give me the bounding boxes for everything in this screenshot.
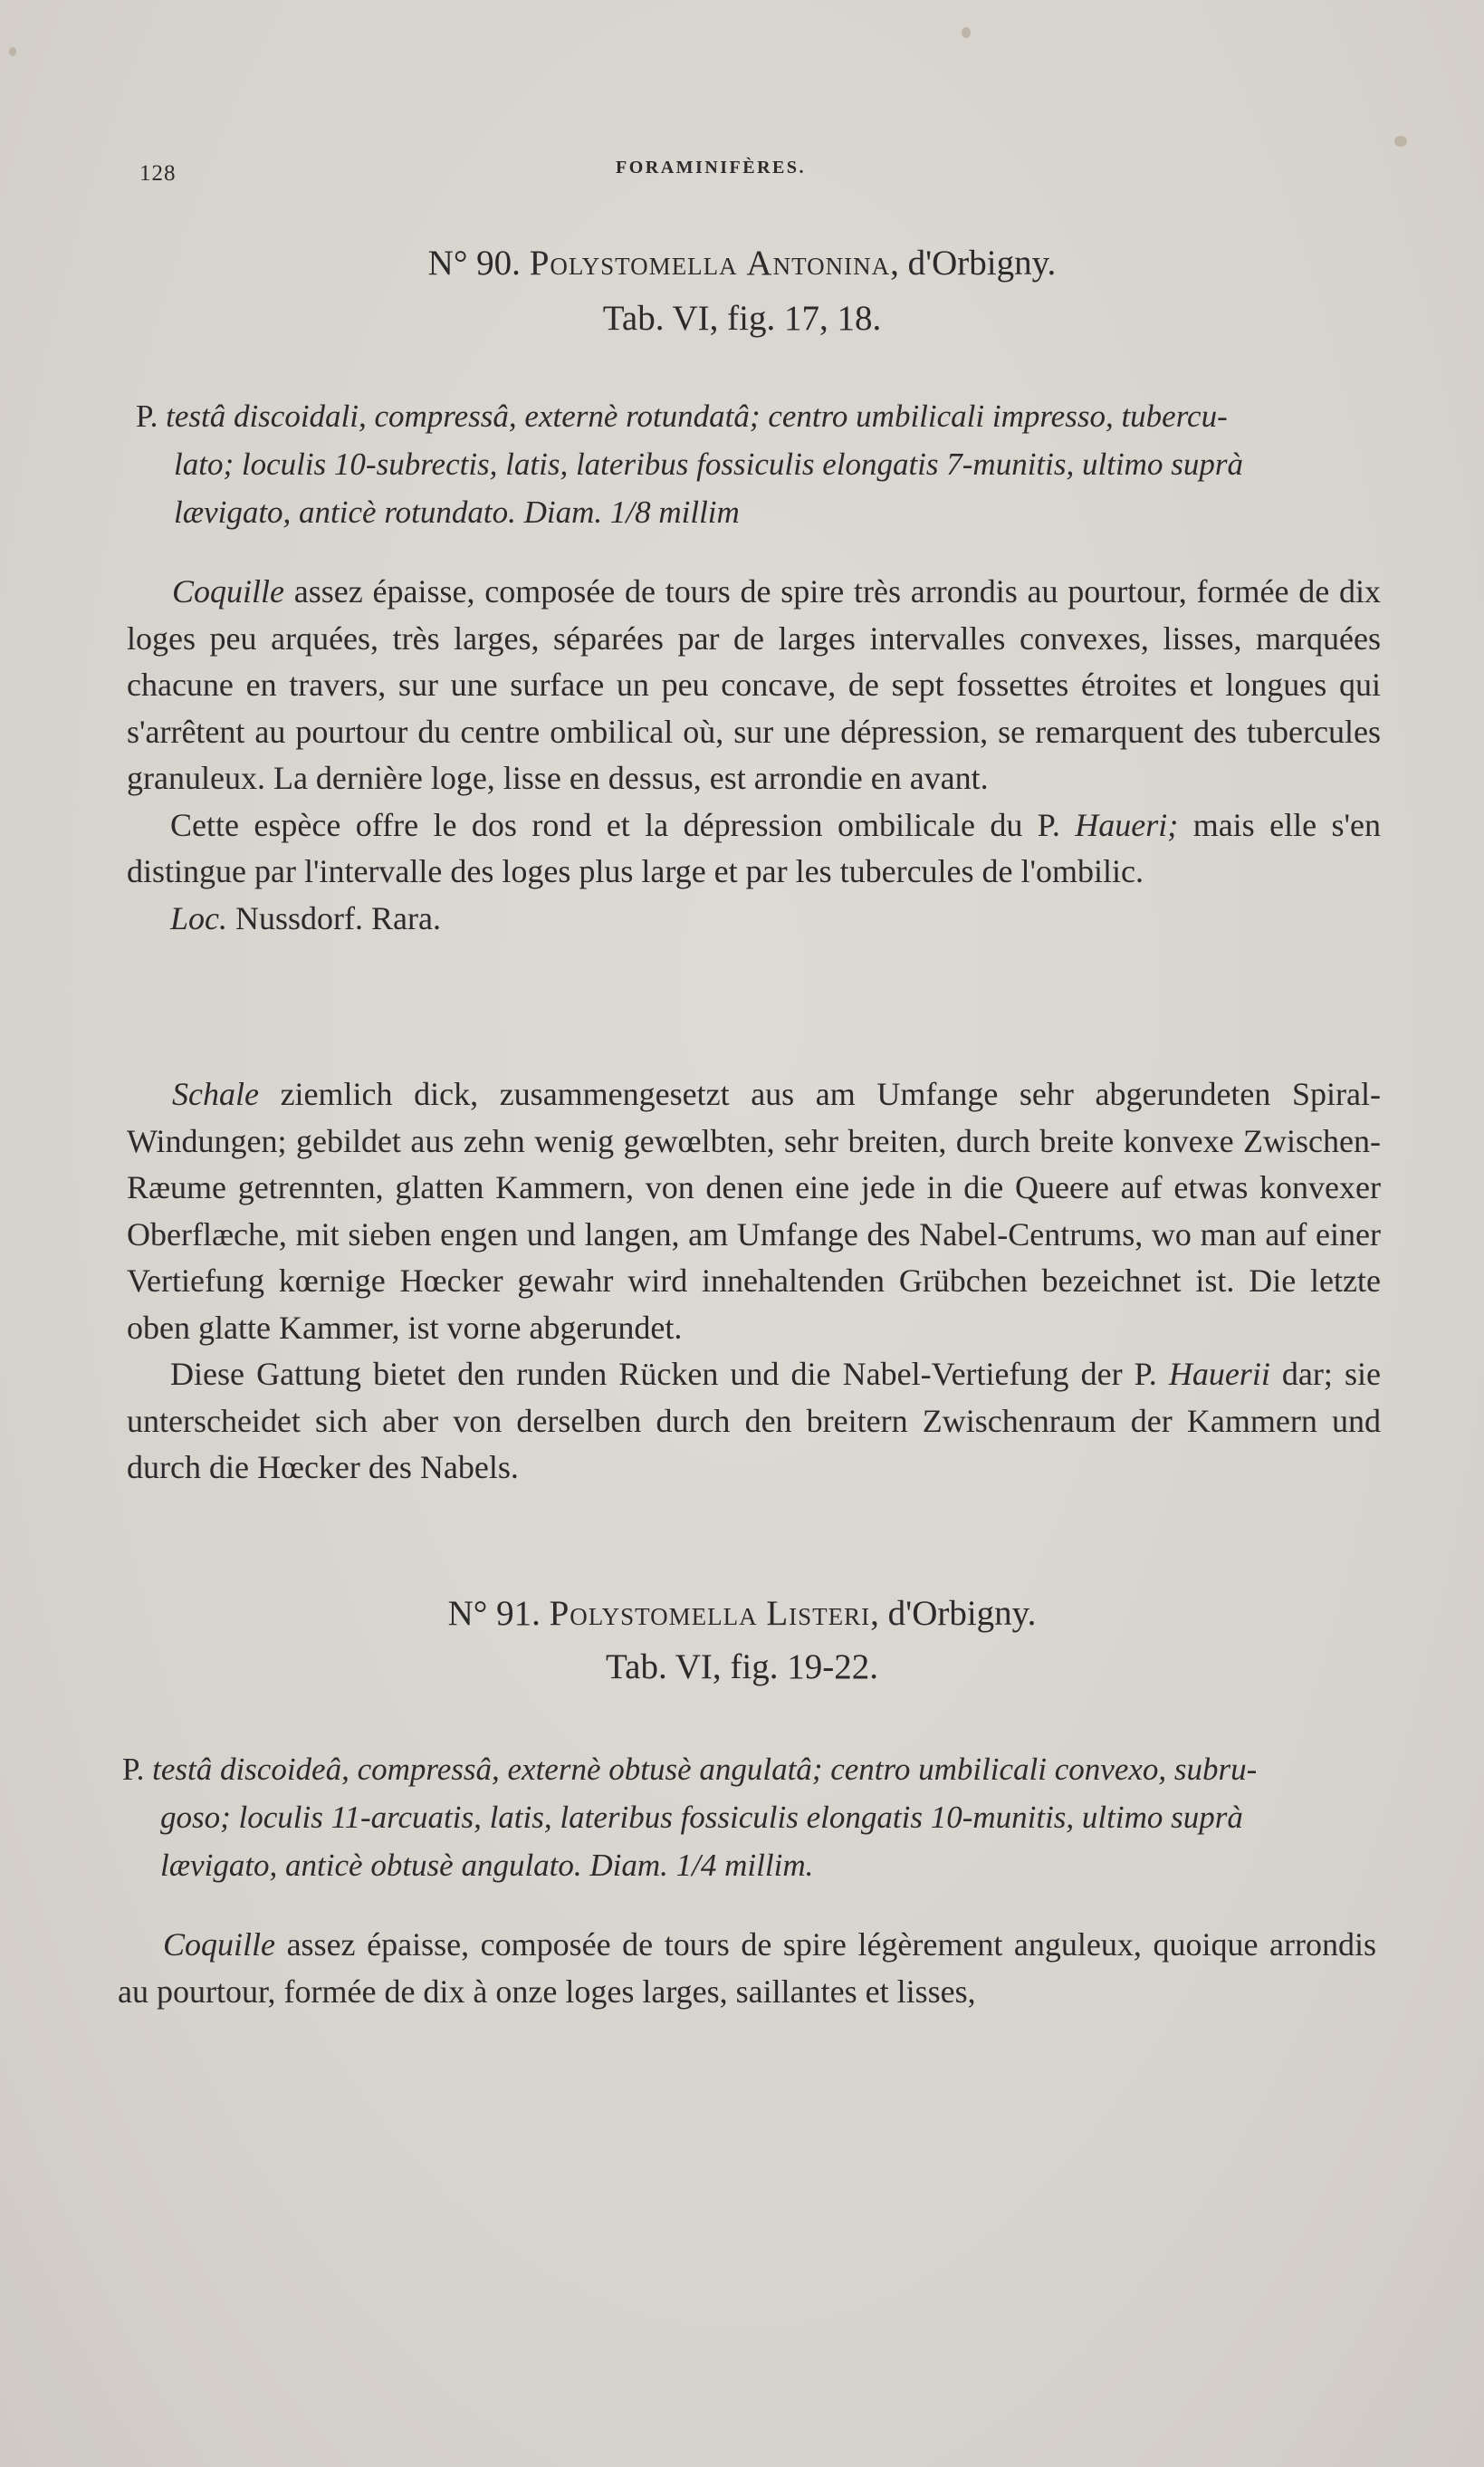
species-name: Listeri xyxy=(766,1594,871,1633)
paper-speck xyxy=(962,27,971,38)
paragraph: Coquille assez épaisse, composée de tours de spire très arrondis au pourtour, formée de dix loges peu arquées, très larges, séparées par de larges intervalles convexes, lisses, marquées chacune en travers, sur une surface un peu concave, de sept fossettes étroites et longues qui s'arrêtent au pourtour du centre ombilical où, sur une dépression, se remarquent des tubercules granuleux. La dernière loge, lisse en dessus, est arrondie en avant. xyxy=(127,573,1381,796)
species-91-heading xyxy=(0,1590,1484,1637)
species-90-german-text xyxy=(127,1071,1381,1492)
species-90-heading xyxy=(0,240,1484,287)
author: , d'Orbigny. xyxy=(870,1594,1037,1633)
genus-name: Polystomella xyxy=(529,244,738,283)
paragraph: Coquille assez épaisse, composée de tours de spire légèrement anguleux, quoique arrondis au pourtour, formée de dix à onze loges larges, saillantes et lisses, xyxy=(118,1926,1376,2010)
genus-name: Polystomella xyxy=(549,1594,758,1633)
paper-speck xyxy=(1394,136,1407,147)
running-head: FORAMINIFÈRES. xyxy=(616,158,807,178)
locality: Loc. Nussdorf. Rara. xyxy=(170,899,441,936)
species-90-french-text xyxy=(127,569,1381,942)
paragraph: Diese Gattung bietet den runden Rücken und die Nabel-Vertiefung der P. Hauerii dar; sie unterscheidet sich aber von derselben durch den breitern Zwischenraum der Kammern und durch die Hœcker des Nabels. xyxy=(127,1356,1381,1485)
species-91-latin-diagnosis: P. testâ discoideâ, compressâ, externè obtusè angulatâ; centro umbilicali convexo, subru- goso; loculis 11-arcuatis, latis, lateribus fossiculis elongatis 10-munitis, ultimo suprà lævigato, anticè obtusè angulato. Diam. 1/4 millim. xyxy=(122,1752,1258,1883)
page-number: 128 xyxy=(139,161,177,186)
author: , d'Orbigny. xyxy=(890,244,1057,283)
species-name: Antonina xyxy=(746,244,891,283)
paper-speck xyxy=(9,47,16,56)
species-90-latin-diagnosis: P. testâ discoidali, compressâ, externè rotundatâ; centro umbilicali impresso, tubercu- lato; loculis 10-subrectis, latis, lateribus fossiculis elongatis 7-munitis, ultimo suprà lævigato, anticè rotundato. Diam. 1/8 millim xyxy=(136,398,1243,530)
species-number: N° 91. xyxy=(447,1594,541,1633)
paragraph: Schale ziemlich dick, zusammengesetzt aus am Umfange sehr abgerundeten Spiral-Windungen; gebildet aus zehn wenig gewœlbten, sehr breiten, durch breite konvexe Zwischen-Ræume getrennten, glatten Kammern, von denen eine jede in die Queere auf etwas konvexer Oberflæche, mit sieben engen und langen, am Umfange des Nabel-Centrums, wo man auf einer Vertiefung kœrnige Hœcker gewahr wird innehaltenden Grübchen bezeichnet ist. Die letzte oben glatte Kammer, ist vorne abgerundet. xyxy=(127,1076,1381,1346)
species-91-plate: Tab. VI, fig. 19-22. xyxy=(606,1647,878,1686)
species-91-french-text xyxy=(118,1922,1376,2015)
paragraph: Cette espèce offre le dos rond et la dépression ombilicale du P. Haueri; mais elle s'en distingue par l'intervalle des loges plus large et par les tubercules de l'ombilic. xyxy=(127,806,1381,889)
species-90-plate: Tab. VI, fig. 17, 18. xyxy=(602,299,882,338)
species-number: N° 90. xyxy=(427,244,521,283)
